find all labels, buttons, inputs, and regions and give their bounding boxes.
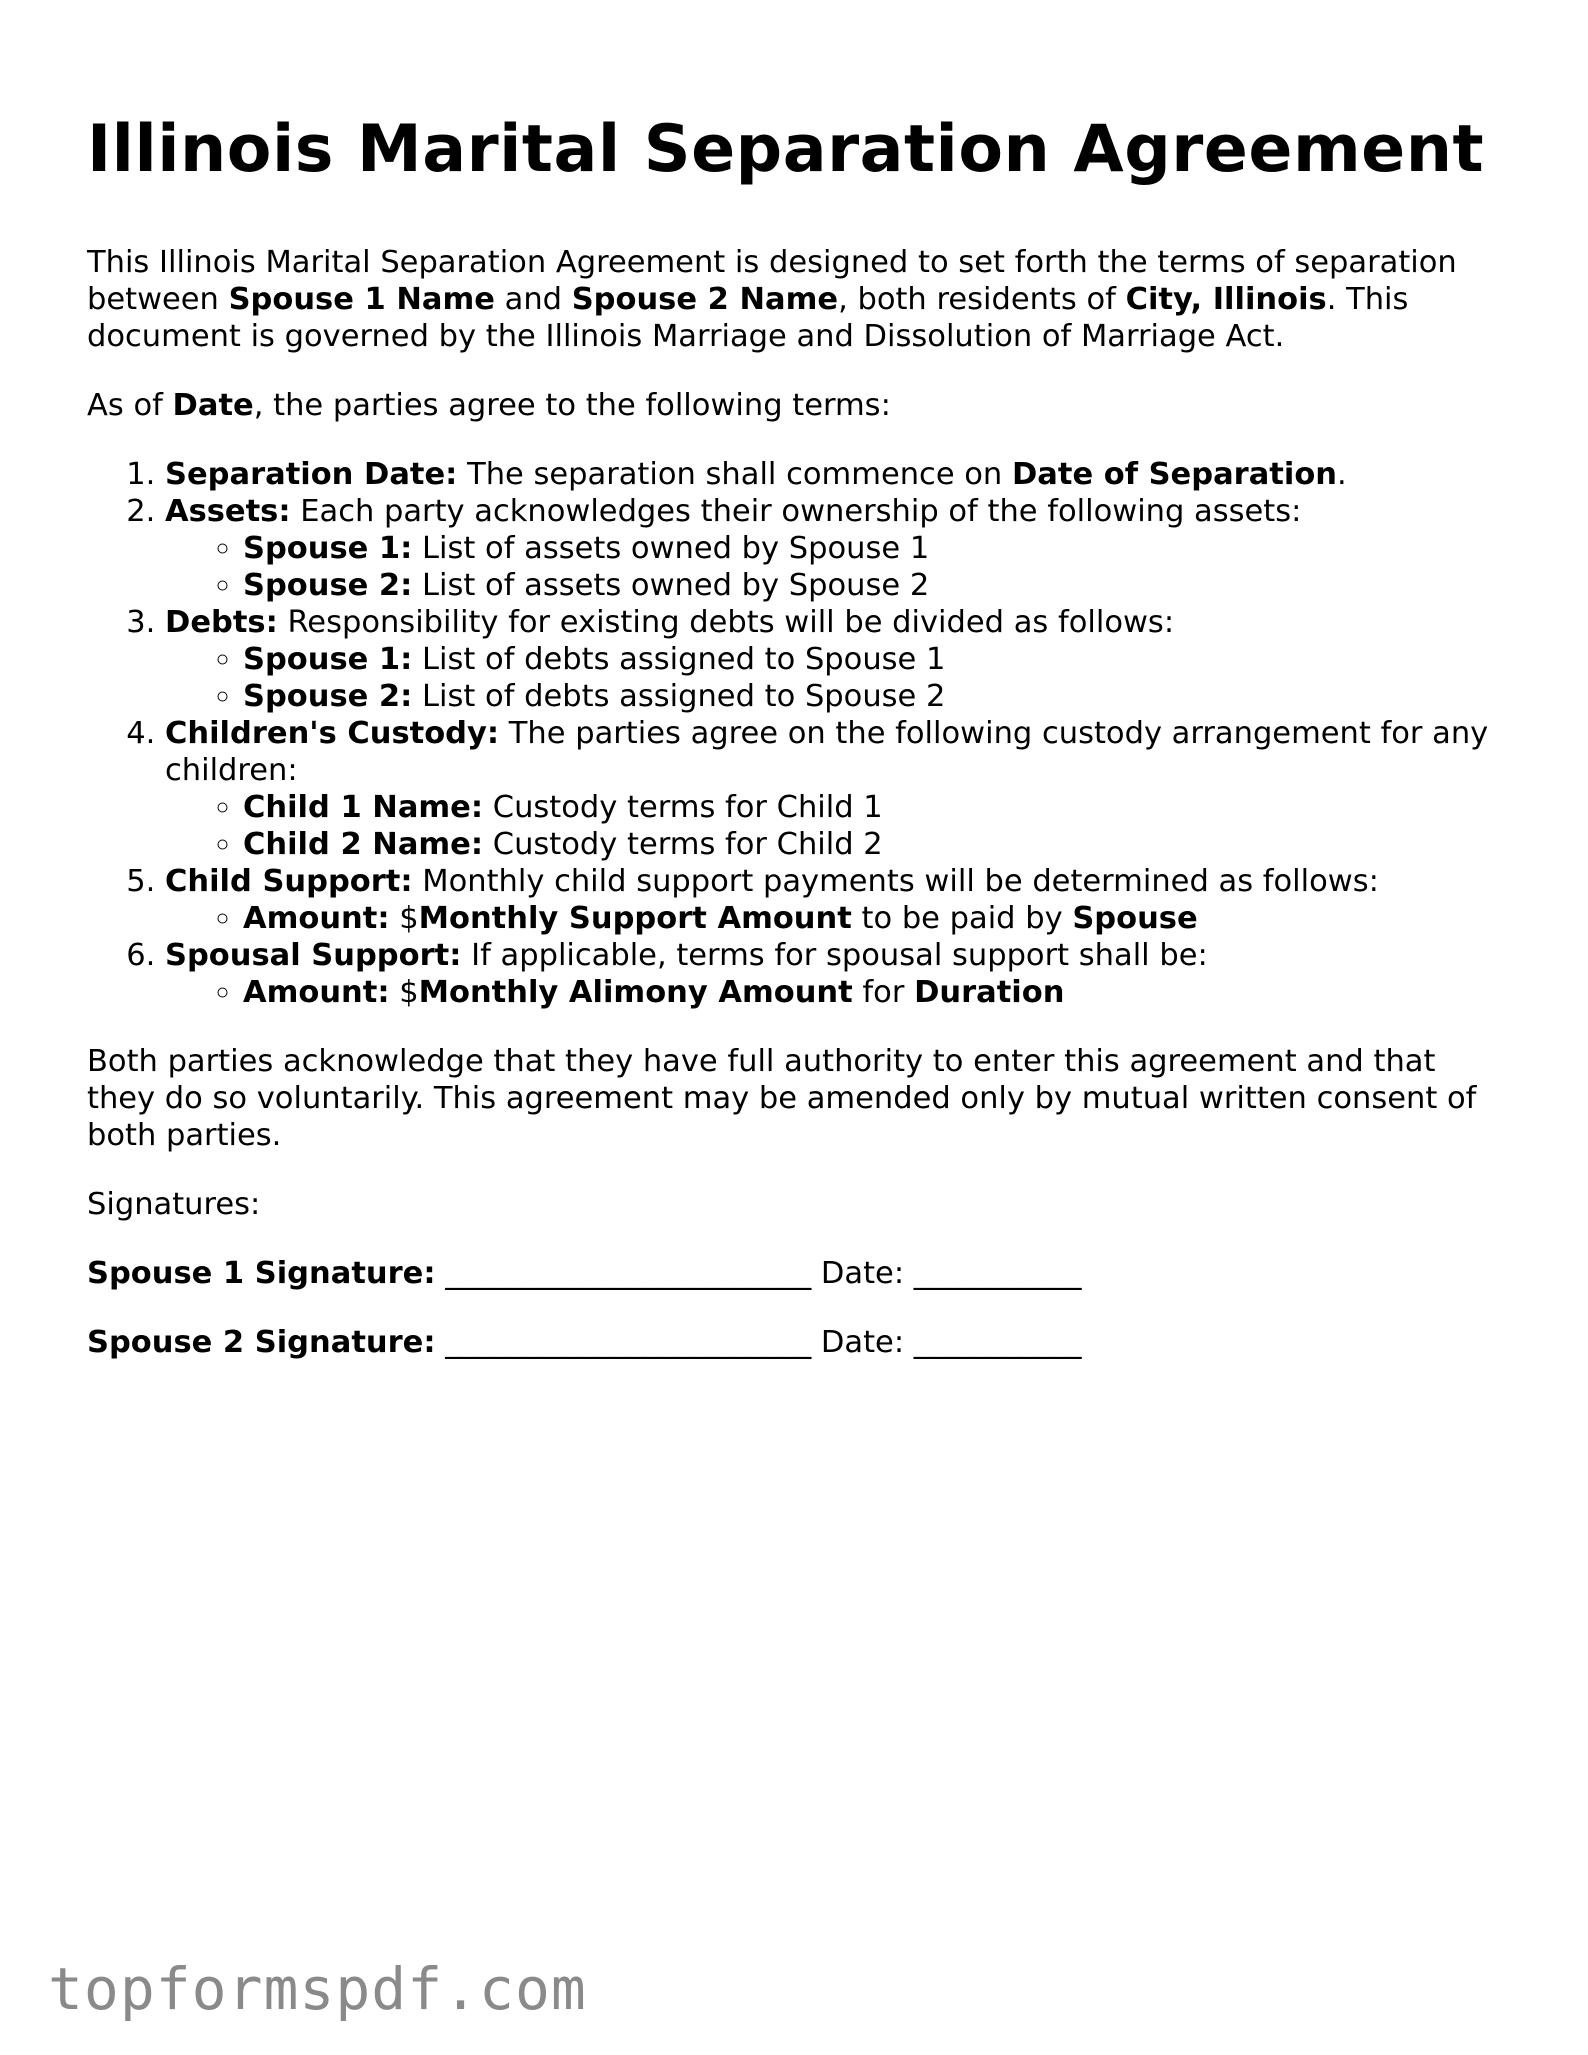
city-name: City, Illinois — [1125, 282, 1327, 317]
list-item: ◦ Spouse 1: List of debts assigned to Spouse 1 — [243, 641, 1507, 678]
assets-sublist — [165, 530, 1507, 604]
spouse2-name: Spouse 2 Name — [571, 282, 839, 317]
agreement-date: Date — [172, 388, 254, 423]
intro-paragraph: This Illinois Marital Separation Agreement is designed to set forth the terms of separation between Spouse 1 Name and Spouse 2 Name, both residents of City, Illinois. This document is governed by the Illinois Marriage and Dissolution of Marriage Act. — [87, 245, 1457, 354]
document-page — [87, 108, 1507, 1361]
debts-sublist — [165, 641, 1507, 715]
term-child-support: 5. Child Support: Monthly child support payments will be determined as follows: ◦ Amount: $Monthly Support Amount to be paid by Spouse — [165, 863, 1507, 937]
list-item: ◦ Child 2 Name: Custody terms for Child 2 — [243, 826, 1507, 863]
list-item: ◦ Spouse 1: List of assets owned by Spouse 1 — [243, 530, 1507, 567]
term-children-custody: 4. Children's Custody: The parties agree on the following custody arrangement for any children: ◦ Child 1 Name: Custody terms for Child 1 ◦ Child 2 Name: Custody terms for Child 2 — [165, 715, 1507, 863]
document-title: Illinois Marital Separation Agreement — [87, 112, 1485, 187]
list-item: ◦ Child 1 Name: Custody terms for Child 1 — [243, 789, 1507, 826]
term-separation-date: 1. Separation Date: The separation shall commence on Date of Separation. — [165, 456, 1507, 493]
terms-list — [87, 456, 1507, 1011]
term-spousal-support: 6. Spousal Support: If applicable, terms for spousal support shall be: ◦ Amount: $Monthly Alimony Amount for Duration — [165, 937, 1507, 1011]
list-item: ◦ Spouse 2: List of debts assigned to Spouse 2 — [243, 678, 1507, 715]
spouse1-signature-line: Spouse 1 Signature: ________________________ Date: ___________ — [87, 1256, 1082, 1291]
child-support-sublist — [165, 900, 1507, 937]
spouse2-signature-line: Spouse 2 Signature: ________________________ Date: ___________ — [87, 1325, 1082, 1360]
spousal-support-sublist — [165, 974, 1507, 1011]
signatures-heading: Signatures: — [87, 1187, 261, 1222]
as-of-paragraph: As of Date, the parties agree to the following terms: — [87, 388, 891, 423]
list-item: ◦ Spouse 2: List of assets owned by Spouse 2 — [243, 567, 1507, 604]
list-item: ◦ Amount: $Monthly Alimony Amount for Duration — [243, 974, 1507, 1011]
watermark: topformspdf.com — [48, 1955, 587, 2023]
closing-paragraph: Both parties acknowledge that they have full authority to enter this agreement and that they do so voluntarily. This agreement may be amended only by mutual written consent of both parties. — [87, 1044, 1477, 1153]
spouse1-name: Spouse 1 Name — [228, 282, 495, 317]
list-item: ◦ Amount: $Monthly Support Amount to be paid by Spouse — [243, 900, 1507, 937]
term-assets: 2. Assets: Each party acknowledges their ownership of the following assets: ◦ Spouse 1: List of assets owned by Spouse 1 ◦ Spouse 2: List of assets owned by Spouse 2 — [165, 493, 1507, 604]
custody-sublist — [165, 789, 1507, 863]
term-debts: 3. Debts: Responsibility for existing debts will be divided as follows: ◦ Spouse 1: List of debts assigned to Spouse 1 ◦ Spouse 2: List of debts assigned to Spouse 2 — [165, 604, 1507, 715]
